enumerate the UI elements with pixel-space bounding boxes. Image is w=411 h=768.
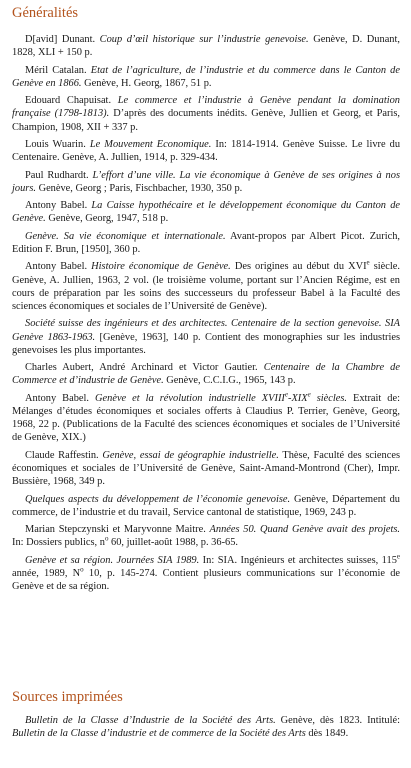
- source-entry: Bulletin de la Classe d’Industrie de la Société des Arts. Genève, dès 1823. Intitulé: Bulletin de la Classe d’industrie et de commerce de la Société des Arts dès 1849.: [12, 715, 400, 740]
- bibliography-entry: Louis Wuarin. Le Mouvement Economique. In: 1814-1914. Genève Suisse. Le livre du Centenaire. Genève, A. Jullien, 1914, p. 329-434.: [12, 138, 401, 164]
- bibliography-list: [12, 33, 400, 598]
- bibliography-entry: Société suisse des ingénieurs et des architectes. Centenaire de la section genevoise. SIA Genève 1863-1963. [Genève, 1963], 140 p. Contient des monographies sur les industries genevoises les plus importantes.: [12, 318, 400, 356]
- section-heading-sources: Sources imprimées: [12, 689, 123, 705]
- sources-list: [12, 714, 400, 745]
- bibliography-entry: Quelques aspects du développement de l’économie genevoise. Genève, Département du commerce, de l’industrie et du travail, Service cantonal de statistique, 1969, 243 p.: [12, 493, 401, 518]
- bibliography-entry: Claude Raffestin. Genève, essai de géographie industrielle. Thèse, Faculté des sciences économiques et sociales de l’Université de Genève, Saint-Amand-Montrond (Cher), Impr. Bussière, 1968, 349 p.: [12, 449, 400, 488]
- bibliography-entry: Genève et sa région. Journées SIA 1989. In: SIA. Ingénieurs et architectes suisses, 115e année, 1989, $N^o$ 10, p. 145-274. Contient plusieurs communications sur l’économie de Genève et de sa région.: [12, 552, 400, 593]
- bibliography-entry: Marian Stepczynski et Maryvonne Maitre. Années 50. Quand Genève avait des projets. In: Dossiers publics, $n^o$ 60, juillet-août 1988, p. 36-65.: [12, 524, 400, 549]
- section-heading-generalites: Généralités: [12, 5, 79, 21]
- bibliography-entry: D[avid] Dunant. Coup d’œil historique sur l’industrie genevoise. Genève, D. Dunant, 1828, XLI + 150 p.: [12, 34, 400, 59]
- bibliography-entry: Charles Aubert, André Archinard et Victor Gautier. Centenaire de la Chambre de Commerce et d’industrie de Genève. Genève, C.C.I.G., 1965, 143 p.: [12, 362, 400, 387]
- bibliography-entry: Antony Babel. Genève et la révolution industrielle XVIIIe-XIXe siècles. Extrait de: Mélanges d’études économiques et sociales offerts à Claudius P. Terrier, Genève, Georg, 1968, 22 p. (Publications de la Faculté des sciences économiques et sociales de l’Université de Genève, XIX.): [12, 390, 400, 444]
- bibliography-entry: Edouard Chapuisat. Le commerce et l’industrie à Genève pendant la domination française (1798-1813). D’après des documents inédits. Genève, Jullien et Georg, et Paris, Champion, 1908, XII + 337 p.: [12, 95, 401, 133]
- bibliography-entry: Antony Babel. La Caisse hypothécaire et le développement économique du Canton de Genève. Genève, Georg, 1947, 518 p.: [12, 200, 401, 225]
- bibliography-entry: Genève. Sa vie économique et internationale. Avant-propos par Albert Picot. Zurich, Edition F. Brun, [1950], 360 p.: [12, 230, 400, 255]
- bibliography-entry: Antony Babel. Histoire économique de Genève. Des origines au début du XVIe siècle. Genève, A. Jullien, 1963, 2 vol. (le troisième volume, portant sur l’Ancien Régime, est en cours de préparation par les soins des successeurs du professeur Babel à la Faculté des sciences économiques et sociales de l’Université de Genève).: [12, 258, 400, 312]
- bibliography-entry: Méril Catalan. Etat de l’agriculture, de l’industrie et du commerce dans le Canton de Genève en 1866. Genève, H. Georg, 1867, 51 p.: [12, 64, 400, 89]
- bibliography-entry: Paul Rudhardt. L’effort d’une ville. La vie économique à Genève de ses origines à nos jours. Genève, Georg ; Paris, Fischbacher, 1930, 350 p.: [12, 169, 400, 194]
